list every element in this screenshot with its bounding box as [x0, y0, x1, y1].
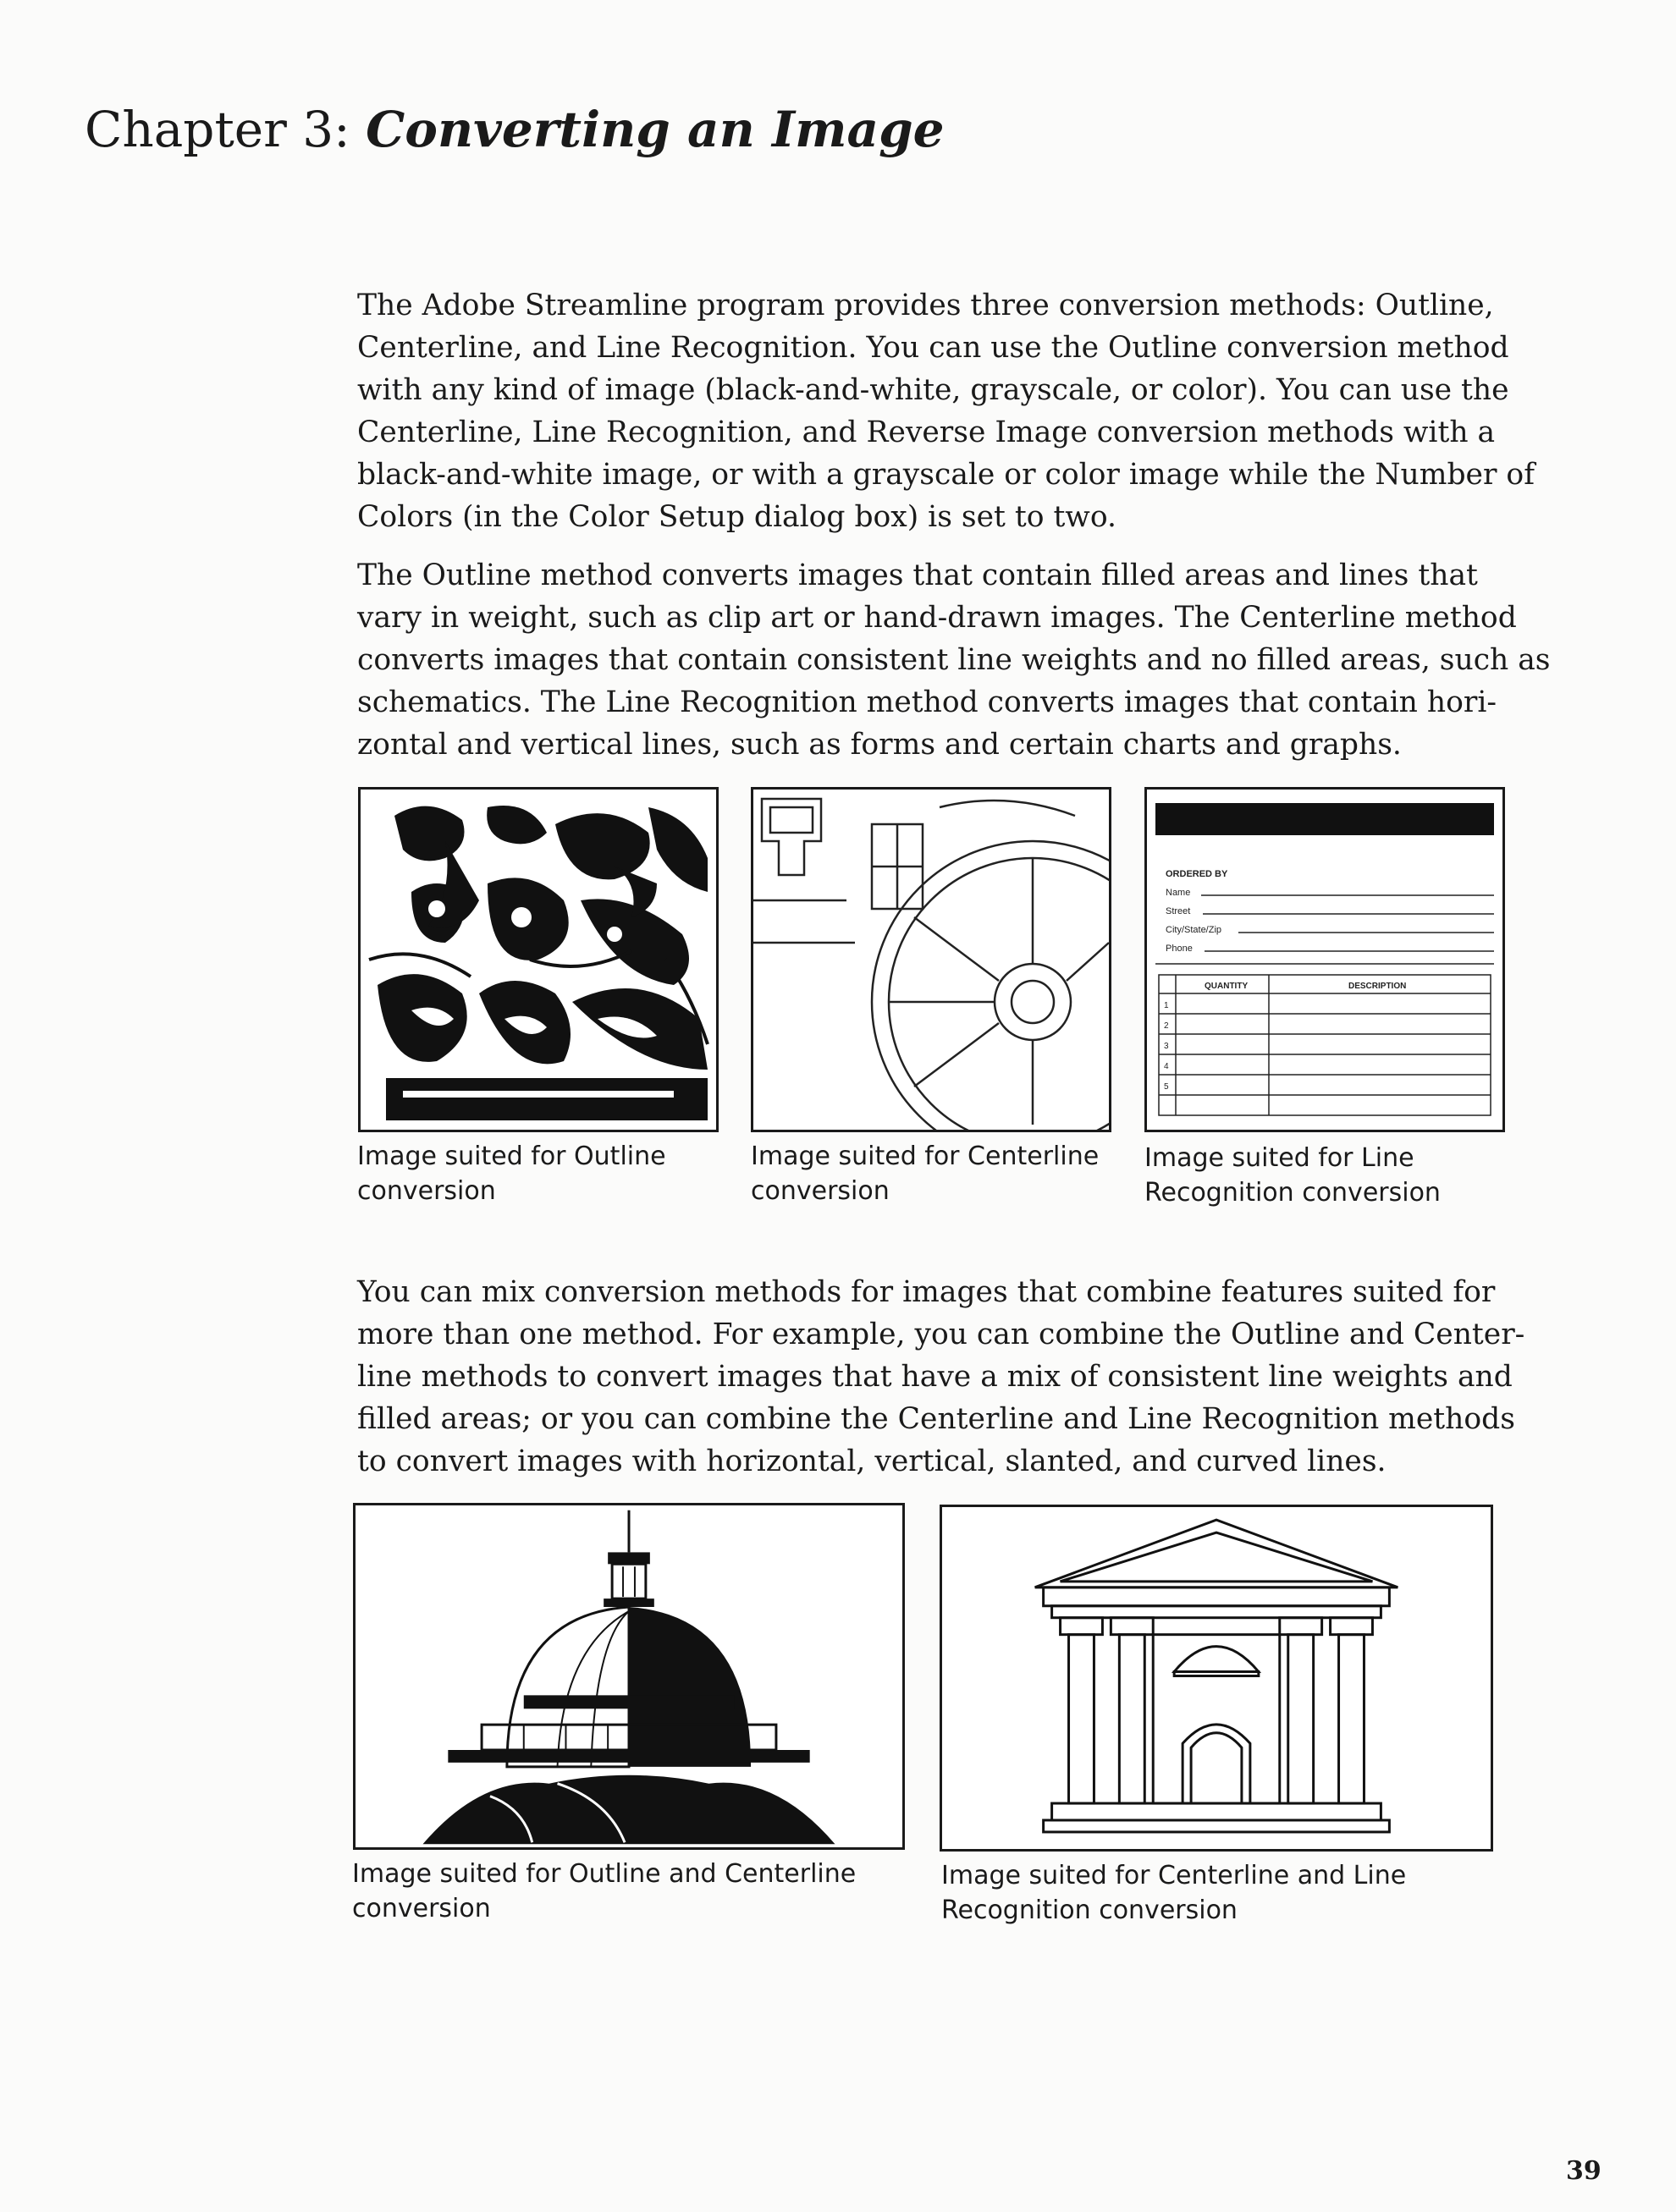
- page-number: 39: [1566, 2156, 1602, 2186]
- form-field-street: Street: [1166, 906, 1191, 916]
- paragraph-method-descriptions: The Outline method converts images that contain filled areas and lines that vary in weight, such as clip art or hand-drawn images. The Centerline method converts images that contain consistent line weights and no filled areas, such as schematics. The Line Recognition method converts images that contain hori-zontal and vertical lines, such as forms and certain charts and graphs.: [357, 559, 1551, 762]
- mayan-relief-illustration: [361, 790, 716, 1130]
- form-field-name: Name: [1166, 888, 1191, 898]
- form-field-phone: Phone: [1166, 944, 1193, 954]
- caption-outline: Image suited for Outline conversion: [357, 1142, 666, 1206]
- figure-centerline-image: [751, 787, 1111, 1132]
- caption-outline-centerline: Image suited for Outline and Centerline conversion: [352, 1859, 857, 1923]
- paragraph-mixing-methods: You can mix conversion methods for images that combine features suited for more than one method. For example, you can combine the Outline and Center-line methods to convert images that have a mix of consistent line weights and filled areas; or you can combine the Centerline and Line Recognition methods to convert images with horizontal, vertical, slanted, and curved lines.: [357, 1275, 1525, 1478]
- order-form-illustration: [1147, 790, 1502, 1130]
- figure-outline-image: [358, 787, 719, 1132]
- form-quantity-header: QUANTITY: [1205, 982, 1249, 991]
- form-row-number: 2: [1164, 1021, 1169, 1031]
- form-ordered-by-label: ORDERED BY: [1166, 869, 1228, 879]
- chapter-title: [85, 100, 945, 159]
- wheel-schematic-illustration: [753, 790, 1109, 1130]
- temple-facade-illustration: [942, 1507, 1491, 1849]
- chapter-prefix: Chapter 3:: [85, 101, 367, 158]
- capitol-dome-illustration: [356, 1505, 902, 1847]
- form-field-city: City/State/Zip: [1166, 925, 1222, 935]
- figure-line-recognition-image: [1144, 787, 1505, 1132]
- caption-line-recognition: Image suited for Line Recognition conversion: [1144, 1143, 1441, 1208]
- form-header-bar: [1155, 803, 1494, 835]
- paragraph-conversion-methods: The Adobe Streamline program provides three conversion methods: Outline, Centerline, and Line Recognition. You can use the Outline conversion method with any kind of image (black-and-white, grayscale, or color). You can use the Centerline, Line Recognition, and Reverse Image conversion methods with a black-and-white image, or with a grayscale or color image while the Number of Colors (in the Color Setup dialog box) is set to two.: [357, 289, 1535, 534]
- figure-centerline-line-recognition-image: [940, 1505, 1493, 1852]
- form-description-header: DESCRIPTION: [1348, 982, 1407, 991]
- form-row-number: 4: [1164, 1062, 1169, 1071]
- chapter-title-text: Converting an Image: [366, 101, 945, 158]
- form-row-number: 3: [1164, 1042, 1169, 1051]
- caption-centerline-line-recognition: Image suited for Centerline and Line Recognition conversion: [941, 1861, 1407, 1925]
- figure-outline-centerline-image: [353, 1503, 905, 1850]
- caption-centerline: Image suited for Centerline conversion: [751, 1142, 1100, 1206]
- form-row-number: 5: [1164, 1082, 1169, 1092]
- form-row-number: 1: [1164, 1001, 1169, 1010]
